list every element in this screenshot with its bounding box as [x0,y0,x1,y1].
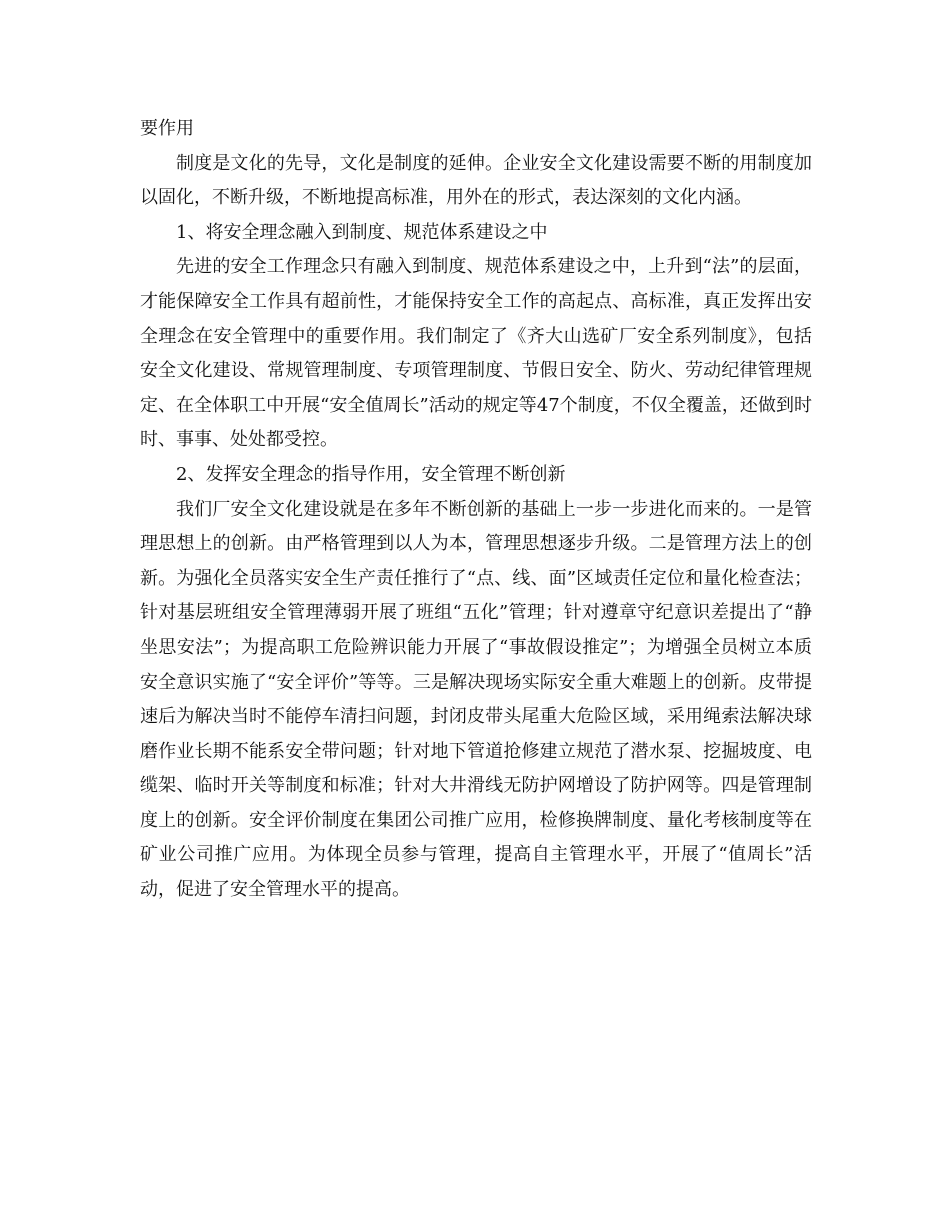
section-heading-2: 2、发挥安全理念的指导作用，安全管理不断创新 [176,463,566,485]
paragraph-section-1: 先进的安全工作理念只有融入到制度、规范体系建设之中，上升到“法”的层面，才能保障安全工作具有超前性，才能保持安全工作的高起点、高标准，真正发挥出安全理念在安全管理中的重要作用。我们制定了《齐大山选矿厂安全系列制度》，包括安全文化建设、常规管理制度、专项管理制度、节假日安全、防火、劳动纪律管理规定、在全体职工中开展“安全值周长”活动的规定等47个制度，不仅全覆盖，还做到时时、事事、处处都受控。 [140,256,812,451]
document-body [140,112,812,908]
paragraph-intro: 制度是文化的先导，文化是制度的延伸。企业安全文化建设需要不断的用制度加以固化，不断升级，不断地提高标准，用外在的形式，表达深刻的文化内涵。 [140,152,812,209]
paragraph-continuation: 要作用 [140,118,194,139]
paragraph-section-2: 我们厂安全文化建设就是在多年不断创新的基础上一步一步进化而来的。一是管理思想上的创新。由严格管理到以人为本，管理思想逐步升级。二是管理方法上的创新。为强化全员落实安全生产责任推行了“点、线、面”区域责任定位和量化检查法；针对基层班组安全管理薄弱开展了班组“五化”管理；针对遵章守纪意识差提出了“静坐思安法”；为提高职工危险辨识能力开展了“事故假设推定”；为增强全员树立本质安全意识实施了“安全评价”等等。三是解决现场实际安全重大难题上的创新。皮带提速后为解决当时不能停车清扫问题，封闭皮带头尾重大危险区域，采用绳索法解决球磨作业长期不能系安全带问题；针对地下管道抢修建立规范了潜水泵、挖掘坡度、电缆架、临时开关等制度和标准；针对大井滑线无防护网增设了防护网等。四是管理制度上的创新。安全评价制度在集团公司推广应用，检修换牌制度、量化考核制度等在矿业公司推广应用。为体现全员参与管理，提高自主管理水平，开展了“值周长”活动，促进了安全管理水平的提高。 [140,498,812,901]
section-heading-1: 1、将安全理念融入到制度、规范体系建设之中 [176,221,548,243]
